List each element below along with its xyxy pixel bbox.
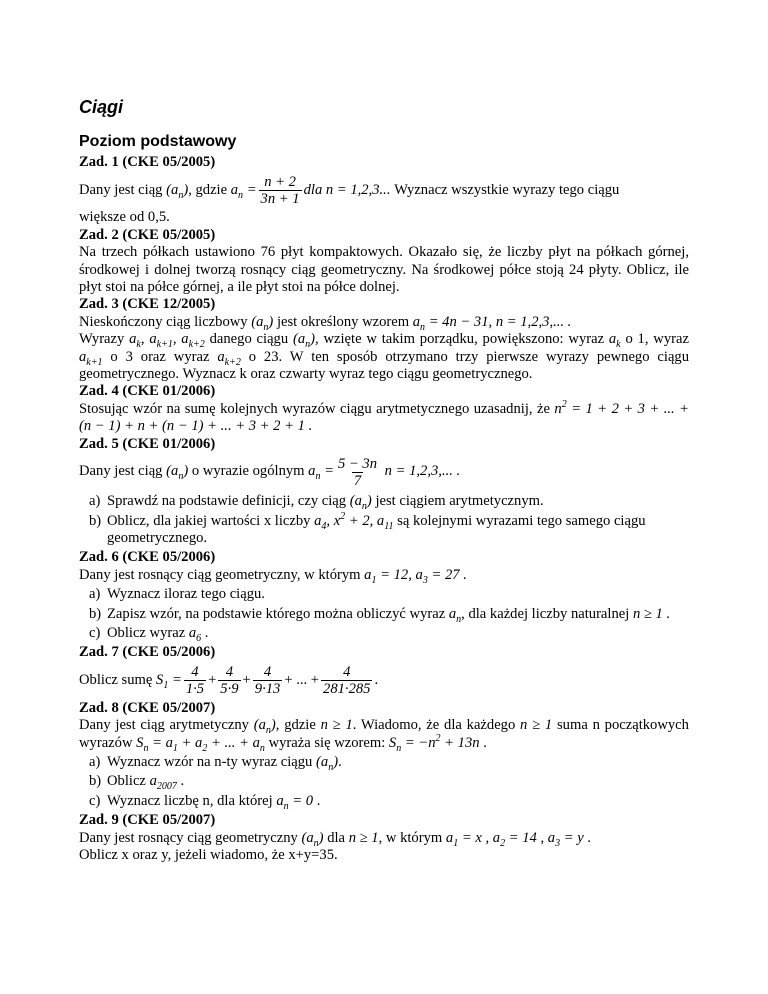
list-item: a) Wyznacz iloraz tego ciągu. bbox=[89, 586, 265, 603]
list-item: b) Zapisz wzór, na podstawie którego można obliczyć wyraz $a_n$, dla każdej liczby naturalnej n ≥ 1 . bbox=[89, 605, 671, 625]
problem-6: Zad. 6 (CKE 05/2006) Dany jest rosnący ciąg geometryczny, w którym $a_1 = 12$, $a_3 = 27$ . a) Wyznacz iloraz tego ciągu. b) Zapisz wzór, na podstawie którego można obliczyć wyraz $a_n$, dla każdej liczby naturalnej n ≥ 1 . c) Oblicz wyraz $a_6$ . bbox=[79, 549, 689, 642]
fraction: $\frac{4}{1\cdot 5}$ bbox=[185, 664, 205, 698]
problem-4: Zad. 4 (CKE 01/2006) Stosując wzór na sumę kolejnych wyrazów ciągu arytmetycznego uzasadnij, że $n^2 = 1 + 2 + 3$ + ... + (n − 1) + n + (n − 1) + ... + 3 + 2 + 1 . bbox=[79, 383, 689, 435]
problem-1: Zad. 1 (CKE 05/2005) Dany jest ciąg $(a_n)$ , gdzie $a_n$ = $\frac{n + 2}{3n + 1}$ dla n = 1,2,3... Wyznacz wszystkie wyrazy tego ciągu większe od 0,5. bbox=[79, 154, 689, 227]
list-item: c) Wyznacz liczbę n, dla której $a_n = 0$ . bbox=[89, 792, 321, 812]
problem-5 bbox=[79, 436, 689, 548]
problem-2: Zad. 2 (CKE 05/2005) Na trzech półkach ustawiono 76 płyt kompaktowych. Okazało się, że liczby płyt na półkach górnej, środkowej i dolnej tworzą rosnący ciąg geometryczny. Na środkowej półce stoją 24 płyty. Oblicz, ile płyt stoi na półce górnej, a ile płyt stoi na półce dolnej. bbox=[79, 226, 689, 296]
problem-8-heading: Zad. 8 (CKE 05/2007) bbox=[79, 699, 216, 716]
problem-6-subtasks bbox=[79, 586, 689, 642]
fraction: $\frac{4}{5\cdot 9}$ bbox=[220, 664, 239, 698]
page-title: Ciągi bbox=[79, 97, 124, 117]
problem-9: Zad. 9 (CKE 05/2007) Dany jest rosnący ciąg geometryczny $(a_n)$ dla n ≥ 1, w którym $a_1 = x$ , $a_2 = 14$ , $a_3 = y$ . Oblicz x oraz y, jeżeli wiadomo, że x+y=35. bbox=[79, 812, 689, 864]
problem-2-heading: Zad. 2 (CKE 05/2005) bbox=[79, 226, 216, 243]
list-item: a) Sprawdź na podstawie definicji, czy ciąg $(a_n)$ jest ciągiem arytmetycznym. bbox=[89, 493, 544, 512]
problem-5-formula-line: Dany jest ciąg $(a_n)$ o wyrazie ogólnym $a_n$ = $\frac{5 - 3n}{7}$ n = 1,2,3,... . bbox=[79, 455, 461, 489]
problem-7-formula-line: Oblicz sumę $S_1$ = $\frac{4}{1\cdot 5}$ + $\frac{4}{5\cdot 9}$ + $\frac{4}{9\cdot 13}$ + ... + $\frac{4}{281\cdot 285}$ . bbox=[79, 664, 379, 698]
problem-8: Zad. 8 (CKE 05/2007) Dany jest ciąg arytmetyczny $(a_n)$, gdzie n ≥ 1. Wiadomo, że dla każdego n ≥ 1 suma n początkowych wyrazów $S_n = a_1 + a_2$ + ... + $a_n$ wyraża się wzorem: $S_n = -n^2 + 13n$ . a) Wyznacz wzór na n-ty wyraz ciągu $(a_n)$. b) Oblicz $a_{2007}$ . c) Wyznacz liczbę n, dla której $a_n = 0$ . bbox=[79, 699, 689, 812]
list-item: b) Oblicz $a_{2007}$ . bbox=[89, 773, 185, 793]
problem-1-heading: Zad. 1 (CKE 05/2005) bbox=[79, 154, 216, 170]
problem-5-subtasks bbox=[79, 493, 689, 547]
fraction: $\frac{4}{281\cdot 285}$ bbox=[323, 664, 371, 698]
problem-9-heading: Zad. 9 (CKE 05/2007) bbox=[79, 812, 216, 829]
document-page bbox=[79, 96, 689, 864]
fraction: $\frac{4}{9\cdot 13}$ bbox=[254, 664, 281, 698]
section-title: Poziom podstawowy bbox=[79, 133, 237, 150]
problem-5-heading: Zad. 5 (CKE 01/2006) bbox=[79, 435, 216, 452]
problem-3-heading: Zad. 3 (CKE 12/2005) bbox=[79, 296, 216, 313]
problem-3: Zad. 3 (CKE 12/2005) Nieskończony ciąg liczbowy $(a_n)$ jest określony wzorem $a_n = 4n - 31$, n = 1,2,3,... . Wyrazy $a_k$, $a_{k+1}$, $a_{k+2}$ danego ciągu $(a_n)$, wzięte w takim porządku, powiększono: wyraz $a_k$ o 1, wyraz $a_{k+1}$ o 3 oraz wyraz $a_{k+2}$ o 23. W ten sposób otrzymano trzy pierwsze wyrazy pewnego ciągu geometrycznego. Wyznacz k oraz czwarty wyraz tego ciągu geometrycznego. bbox=[79, 296, 690, 383]
fraction: $\frac{5 - 3n}{7}$ bbox=[337, 455, 378, 489]
problem-6-heading: Zad. 6 (CKE 05/2006) bbox=[79, 549, 216, 566]
fraction: $\frac{n + 2}{3n + 1}$ bbox=[260, 173, 300, 207]
list-item: c) Oblicz wyraz $a_6$ . bbox=[89, 624, 209, 644]
problem-4-heading: Zad. 4 (CKE 01/2006) bbox=[79, 383, 216, 400]
problem-7-heading: Zad. 7 (CKE 05/2006) bbox=[79, 644, 216, 661]
problem-1-formula-line: Dany jest ciąg $(a_n)$ , gdzie $a_n$ = $\frac{n + 2}{3n + 1}$ dla n = 1,2,3... Wyznacz wszystkie wyrazy tego ciągu bbox=[79, 173, 620, 207]
list-item: a) Wyznacz wzór na n-ty wyraz ciągu $(a_n)$. bbox=[89, 753, 342, 773]
problem-7 bbox=[79, 644, 689, 699]
problem-8-subtasks bbox=[79, 754, 689, 810]
list-item: b) Oblicz, dla jakiej wartości x liczby $a_4$, $x^2 + 2$, $a_{11}$ są kolejnymi wyrazami tego samego ciągu geometrycznego. bbox=[89, 510, 646, 546]
